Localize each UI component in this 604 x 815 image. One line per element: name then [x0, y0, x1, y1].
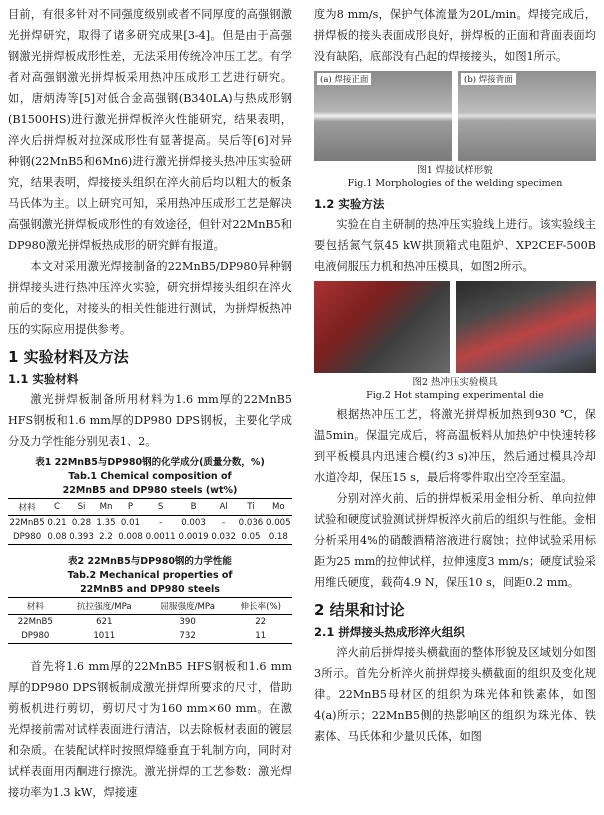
materials-paragraph: 激光拼焊板制备所用材料为1.6 mm厚的22MnB5 HFS钢板和1.6 mm厚的DP980 DPS钢板，主要化学成分及力学性能分别见表1、2。 — [8, 393, 292, 448]
table-row — [8, 629, 292, 644]
welding-result-paragraph: 度为8 mm/s，保护气体流量为20L/min。焊接完成后，拼焊板的接头表面成形良好，拼焊板的正面和背面表面均没有缺陷，底部没有凸起的焊接接头，如图1所示。 — [314, 8, 596, 63]
table-header-cell: B — [177, 499, 210, 516]
table-cell: 0.01 — [120, 518, 141, 528]
preparation-paragraph: 首先将1.6 mm厚的22MnB5 HFS钢板和1.6 mm厚的DP980 DPS钢板制成激光拼焊所要求的尺寸，借助剪板机进行剪切，剪切尺寸为160 mm×60 mm。在激光焊接前需对试样表面进行清洁，以去除板材表面的镀层和杂质。在装配试样时按照焊缝垂直于轧制方向，同时对试样表面用丙酮进行擦洗。激光拼焊的工艺参数：激光焊接功率为1.3 kW，焊接速 — [8, 660, 292, 799]
table-cell: 0.05 — [237, 530, 264, 545]
weld-front-photo — [314, 71, 452, 161]
table-row — [8, 615, 292, 630]
right-column — [314, 4, 596, 747]
table-cell: - — [159, 518, 163, 528]
table1-caption-cn: 表1 22MnB5与DP980钢的化学成分(质量分数，%) — [35, 457, 265, 468]
table-cell: 0.0019 — [177, 530, 210, 545]
fig2-caption-en: Fig.2 Hot stamping experimental die — [366, 390, 544, 401]
table-cell: 1011 — [63, 629, 146, 644]
table-cell: 390 — [179, 617, 196, 627]
hot-stamping-paragraph: 根据热冲压工艺，将激光拼焊板加热到930 ℃，保温5min。保温完成后，将高温板料从加热炉中快速转移到平板模具内迅速合模(约3 s)冲压，然后通过模具冷却水道冷却，保压15 s，最后将零件取出空冷至室温。 — [314, 408, 596, 484]
subsection-2-1-heading: 2.1 拼焊接头热成形淬火组织 — [314, 625, 465, 639]
table-cell: 2.2 — [95, 530, 117, 545]
table-header-cell: C — [46, 499, 68, 516]
table1-caption-en: Tab.1 Chemical composition of 22MnB5 and DP980 steels (wt%) — [62, 471, 238, 496]
table1-body — [8, 516, 292, 545]
table-header-cell: Mn — [95, 499, 117, 516]
table-header-cell: Si — [68, 499, 95, 516]
table-header-cell: Al — [210, 499, 237, 516]
table-cell: 1.35 — [96, 518, 116, 528]
table-header-cell: 屈服强度/MPa — [146, 598, 229, 615]
figure1 — [314, 71, 596, 161]
section-2-heading: 2 结果和讨论 — [314, 601, 405, 619]
table-cell: - — [222, 518, 226, 528]
table-header-cell: 抗拉强度/MPa — [63, 598, 146, 615]
fig1-caption-cn: 图1 焊接试样形貌 — [417, 165, 493, 176]
table-header-cell: 伸长率(%) — [229, 598, 292, 615]
table-cell: 732 — [146, 629, 229, 644]
table-cell: 0.005 — [266, 518, 291, 528]
table1-block — [8, 456, 292, 545]
table-cell: 0.08 — [46, 530, 68, 545]
table-cell: 22MnB5 — [9, 518, 45, 528]
fig1-caption-en: Fig.1 Morphologies of the welding specimen — [347, 178, 563, 189]
section-1-heading: 1 实验材料及方法 — [8, 348, 129, 366]
table-row — [8, 530, 292, 545]
table-header-cell: Ti — [237, 499, 264, 516]
stamping-die-photo-left — [314, 281, 450, 373]
table2-body — [8, 615, 292, 644]
table-cell: 621 — [96, 617, 113, 627]
table-row — [8, 516, 292, 531]
fig2-caption-cn: 图2 热冲压实验模具 — [412, 377, 498, 388]
table-cell: 0.21 — [47, 518, 67, 528]
intro-paragraph: 目前，有很多针对不同强度级别或者不同厚度的高强钢激光拼焊研究，取得了诸多研究成果[3-4]。但是由于高强钢激光拼焊板成形性差，无法采用传统冷冲压工艺。有学者对高强钢激光拼焊板采用热冲压成形工艺进行研究。如，唐炳涛等[5]对低合金高强钢(B340LA)与热成形钢(B1500HS)进行激光拼焊板淬火性能研究，结果表明，淬火后拼焊板对拉深成形性有显著提高。吴后等[6]对异种钢(22MnB5和6Mn6)进行激光拼焊接头热冲压实验研究，结果表明，焊接接头组织在淬火前后均以粗大的板条马氏体为主。以上研究可知，采用热冲压成形工艺是解决高强钢激光拼焊板成形性的有效途径，但针对22MnB5和DP980激光拼焊板热成形的研究鲜有报道。 — [8, 8, 292, 252]
left-column — [8, 4, 292, 803]
table2 — [8, 597, 292, 644]
fig1b-label: (b) 焊接背面 — [461, 73, 516, 85]
table2-header-row — [8, 598, 292, 615]
table-cell: 0.393 — [68, 530, 95, 545]
table2-caption-cn: 表2 22MnB5与DP980钢的力学性能 — [68, 556, 232, 567]
table-cell: DP980 — [8, 530, 46, 545]
purpose-paragraph: 本文对采用激光焊接制备的22MnB5/DP980异种钢拼焊接头进行热冲压淬火实验，研究拼焊接头组织在淬火前后的变化，对接头的相关性能进行测试，为拼焊板热冲压的实际应用提供参考。 — [8, 260, 292, 336]
microstructure-paragraph: 淬火前后拼焊接头横截面的整体形貌及区域划分如图3所示。首先分析淬火前拼焊接头横截面的组织及变化规律。22MnB5母材区的组织为珠光体和铁素体，如图4(a)所示；22MnB5侧的热影响区的组织为珠光体、铁素体、马氏体和少量贝氏体，如图 — [314, 646, 596, 743]
subsection-1-2-heading: 1.2 实验方法 — [314, 197, 385, 211]
table1 — [8, 498, 292, 545]
testing-paragraph: 分别对淬火前、后的拼焊板采用金相分析、单向拉伸试验和硬度试验测试拼焊板淬火前后的组织与性能。金相分析采用4%的硝酸酒精溶液进行腐蚀；拉伸试验采用标距为25 mm的拉伸试样，拉伸速度3 mm/s；硬度试验采用维氏硬度，载荷4.9 N，保压10 s，间距0.2 mm。 — [314, 492, 596, 589]
table-cell: 0.28 — [71, 518, 92, 528]
table-cell: 22MnB5 — [17, 617, 53, 627]
table-cell: 0.003 — [181, 518, 206, 528]
table-cell: 0.036 — [238, 518, 264, 528]
weld-back-photo — [458, 71, 596, 161]
table-cell: 0.032 — [210, 530, 237, 545]
table-header-cell: 材料 — [8, 499, 46, 516]
table-cell: 0.0011 — [144, 530, 177, 545]
figure2 — [314, 281, 596, 373]
table1-header-row — [8, 499, 292, 516]
table-cell: 22 — [255, 617, 267, 627]
method-paragraph: 实验在自主研制的热冲压实验线上进行。该实验线主要包括氮气氛45 kW拱顶箱式电阻炉、XP2CEF-500B电液伺服压力机和热冲压模具，如图2所示。 — [314, 218, 596, 273]
fig1a-label: (a) 焊接正面 — [317, 73, 371, 85]
stamping-die-photo-right — [456, 281, 596, 373]
table-header-cell: 材料 — [8, 598, 63, 615]
table-cell: DP980 — [8, 629, 63, 644]
table2-block — [8, 555, 292, 644]
table-cell: 0.008 — [117, 530, 144, 545]
subsection-1-1-heading: 1.1 实验材料 — [8, 372, 79, 386]
table-cell: 11 — [229, 629, 292, 644]
table2-caption-en: Tab.2 Mechanical properties of 22MnB5 and DP980 steels — [67, 570, 233, 595]
table-cell: 0.18 — [265, 530, 292, 545]
table-header-cell: S — [144, 499, 177, 516]
table-header-cell: P — [117, 499, 144, 516]
table-header-cell: Mo — [265, 499, 292, 516]
